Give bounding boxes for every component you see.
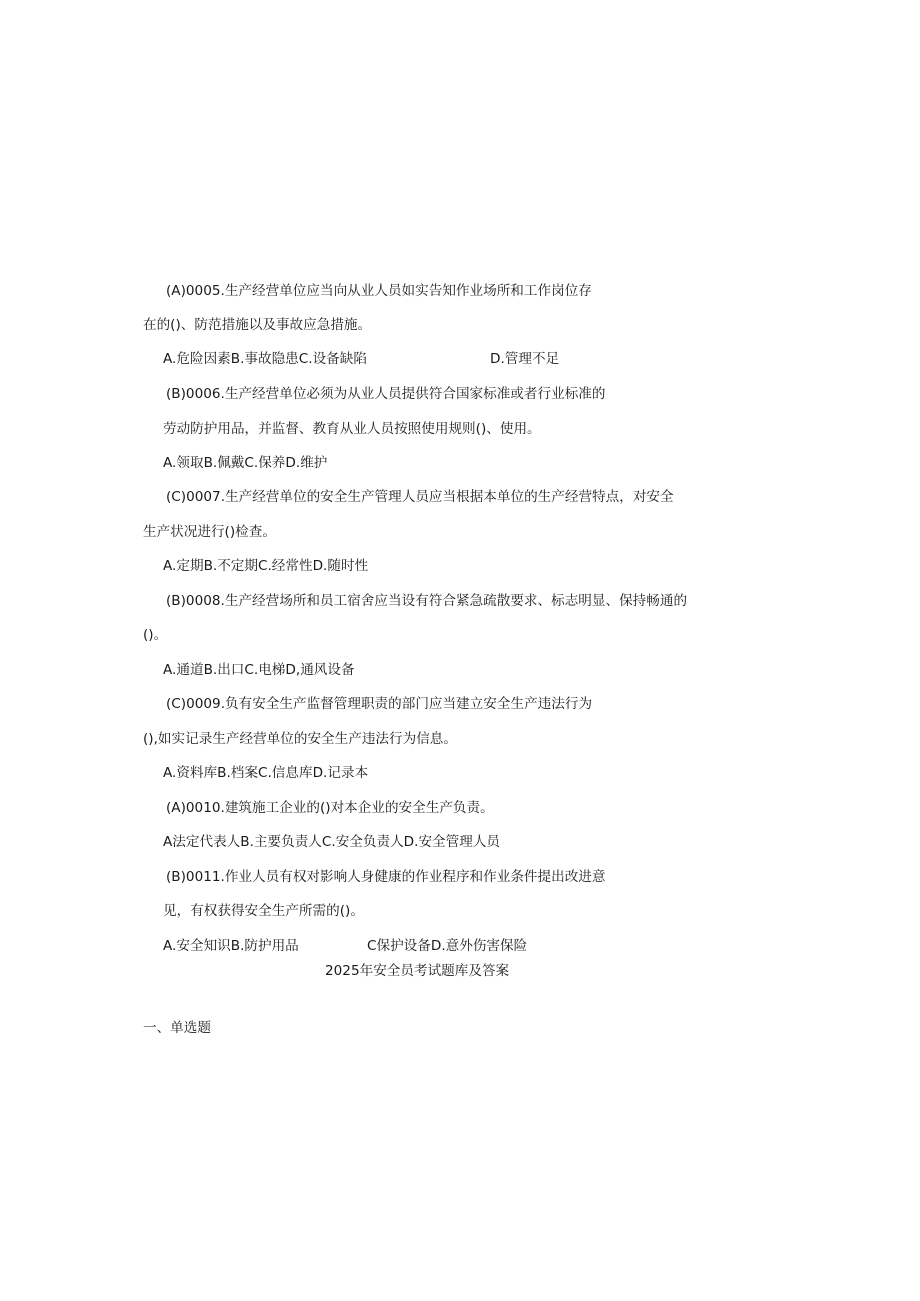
question-0007-options: A.定期B.不定期C.经常性D.随时性 — [163, 558, 369, 574]
question-0009-stem-line2: (),如实记录生产经营单位的安全生产违法行为信息。 — [143, 731, 457, 747]
question-0008-stem-line1: (B)0008.生产经营场所和员工宿舍应当设有符合紧急疏散要求、标志明显、保持畅通的 — [166, 593, 688, 609]
question-0007-stem-line2: 生产状况进行()检查。 — [143, 524, 276, 540]
question-0009-stem-line1: (C)0009.负有安全生产监督管理职责的部门应当建立安全生产违法行为 — [166, 696, 593, 712]
question-0011-options-ab: A.安全知识B.防护用品 — [163, 938, 299, 954]
question-0008-stem-line2: ()。 — [143, 627, 168, 643]
question-0011-options-cd: C保护设备D.意外伤害保险 — [367, 938, 528, 954]
document-title: 2025年安全员考试题库及答案 — [325, 963, 510, 979]
question-0010-options: A法定代表人B.主要负责人C.安全负责人D.安全管理人员 — [163, 834, 501, 850]
question-0008-options: A.通道B.出口C.电梯D,通风设备 — [163, 662, 355, 678]
section-heading: 一、单选题 — [143, 1020, 211, 1036]
question-0011-stem-line1: (B)0011.作业人员有权对影响人身健康的作业程序和作业条件提出改进意 — [166, 869, 606, 885]
question-0006-stem-line1: (B)0006.生产经营单位必须为从业人员提供符合国家标准或者行业标准的 — [166, 386, 606, 402]
question-0009-options: A.资料库B.档案C.信息库D.记录本 — [163, 765, 369, 781]
question-0010-stem-line1: (A)0010.建筑施工企业的()对本企业的安全生产负责。 — [166, 800, 494, 816]
question-0007-stem-line1: (C)0007.生产经营单位的安全生产管理人员应当根据本单位的生产经营特点，对安全 — [166, 489, 674, 505]
question-0006-options: A.领取B.佩戴C.保养D.维护 — [163, 455, 328, 471]
question-0005-stem-line1: (A)0005.生产经营单位应当向从业人员如实告知作业场所和工作岗位存 — [166, 283, 592, 299]
question-0006-stem-line2: 劳动防护用品，并监督、教育从业人员按照使用规则()、使用。 — [163, 421, 541, 437]
question-0005-options: A.危险因素B.事故隐患C.设备缺陷 — [163, 351, 367, 367]
question-0005-option-d: D.管理不足 — [490, 351, 560, 367]
question-0011-stem-line2: 见，有权获得安全生产所需的()。 — [163, 903, 364, 919]
question-0005-stem-line2: 在的()、防范措施以及事故应急措施。 — [143, 317, 372, 333]
